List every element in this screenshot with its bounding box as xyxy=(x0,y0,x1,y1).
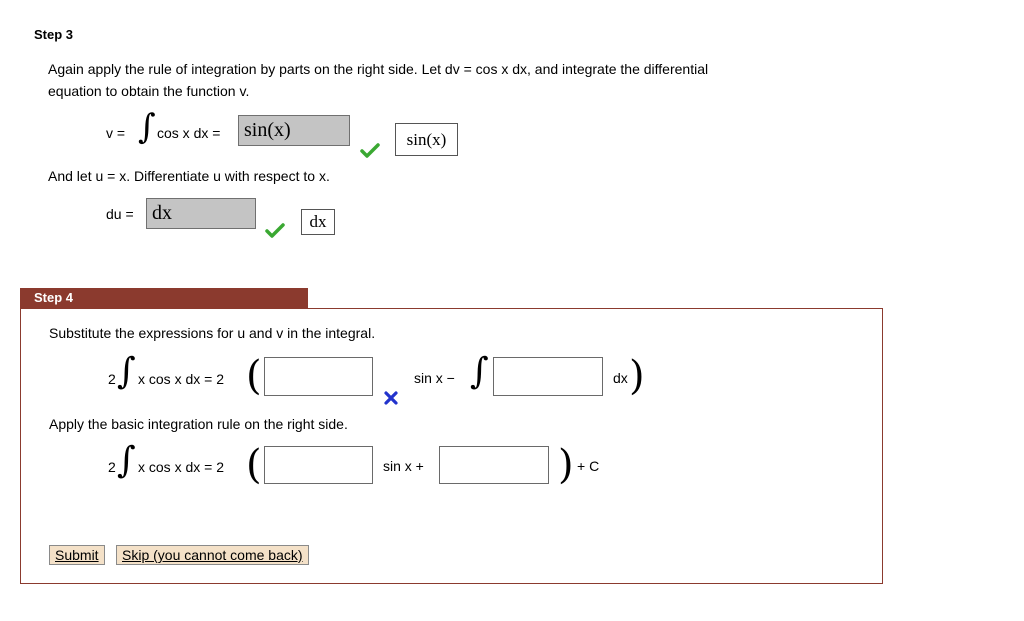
eq2-coefficient: 2 xyxy=(108,459,116,475)
close-paren: ) xyxy=(629,353,645,399)
step3-instruction-line2: equation to obtain the function v. xyxy=(48,83,250,99)
integral-sign: ∫ xyxy=(117,351,136,392)
u-instruction: And let u = x. Differentiate u with respect to x. xyxy=(48,168,330,184)
skip-button[interactable]: Skip (you cannot come back) xyxy=(116,545,309,565)
submit-button[interactable]: Submit xyxy=(49,545,105,565)
du-preview: dx xyxy=(301,209,335,235)
step4-instruction1: Substitute the expressions for u and v in the integral. xyxy=(49,325,376,341)
check-icon xyxy=(265,223,285,239)
eq2-second-input[interactable] xyxy=(439,446,549,484)
v-integrand: cos x dx = xyxy=(157,125,221,141)
step3-instruction-line1: Again apply the rule of integration by parts on the right side. Let dv = cos x dx, and integrate the differential xyxy=(48,61,709,77)
eq2-constant: + C xyxy=(577,458,600,474)
step4-heading: Step 4 xyxy=(20,288,308,308)
eq1-middle: sin x − xyxy=(414,370,455,386)
eq1-integral-input[interactable] xyxy=(493,357,603,396)
close-paren: ) xyxy=(558,442,574,488)
open-paren: ( xyxy=(246,353,262,399)
eq1-u-input[interactable] xyxy=(264,357,373,396)
eq2-integrand: x cos x dx = 2 xyxy=(138,459,224,475)
open-paren: ( xyxy=(246,442,262,488)
cross-icon xyxy=(383,390,399,406)
integral-sign: ∫ xyxy=(117,440,136,481)
du-label: du = xyxy=(106,206,134,222)
step4-instruction2: Apply the basic integration rule on the right side. xyxy=(49,416,348,432)
integral-sign: ∫ xyxy=(138,107,156,147)
v-label: v = xyxy=(106,125,126,141)
check-icon xyxy=(360,143,380,159)
eq1-coefficient: 2 xyxy=(108,371,116,387)
eq2-first-input[interactable] xyxy=(264,446,373,484)
v-answer-field[interactable]: sin(x) xyxy=(238,115,350,146)
eq1-integrand: x cos x dx = 2 xyxy=(138,371,224,387)
integral-sign: ∫ xyxy=(470,351,489,392)
v-preview: sin(x) xyxy=(395,123,458,156)
step3-heading: Step 3 xyxy=(34,27,74,42)
eq1-dx: dx xyxy=(613,370,628,386)
eq2-middle: sin x + xyxy=(383,458,424,474)
du-answer-field[interactable]: dx xyxy=(146,198,256,229)
